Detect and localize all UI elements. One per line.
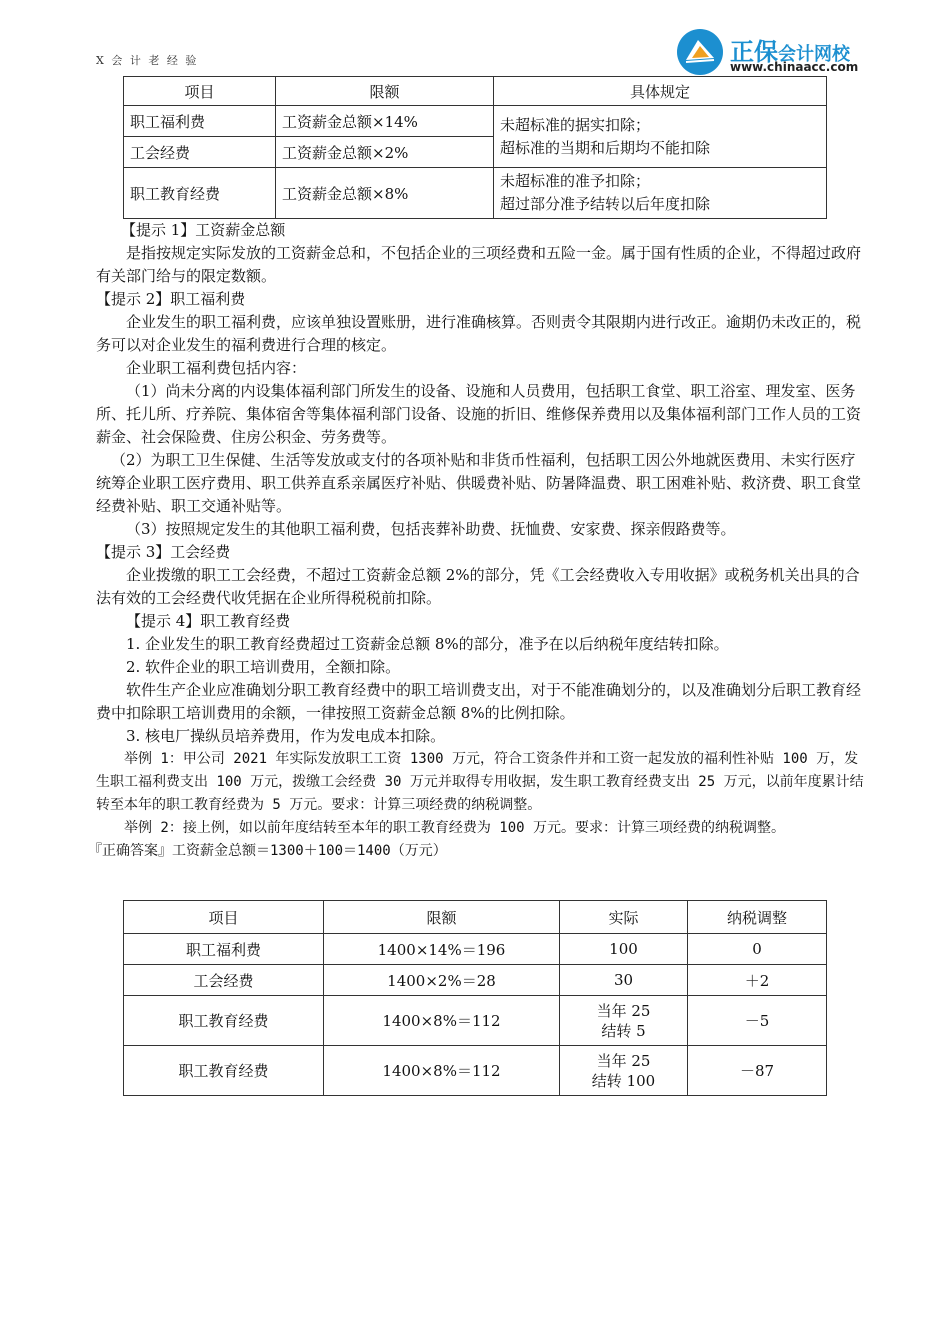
column-header: 项目 — [124, 77, 276, 106]
rule-cell: 未超标准的准予扣除； 超过部分准予结转以后年度扣除 — [494, 168, 827, 219]
column-header: 项目 — [124, 901, 324, 934]
paragraph: 1. 企业发生的职工教育经费超过工资薪金总额 8%的部分，准予在以后纳税年度结转扣除。 — [126, 635, 729, 653]
header-fragment: X 会 计 老 经 验 — [96, 54, 199, 67]
paragraph: 3. 核电厂操纵员培养费用，作为发电成本扣除。 — [126, 727, 446, 745]
paragraph: 2. 软件企业的职工培训费用，全额扣除。 — [126, 658, 401, 676]
answer-line: 『正确答案』工资薪金总额＝1300＋100＝1400（万元） — [88, 843, 447, 859]
answer-table — [123, 900, 827, 1096]
column-header: 具体规定 — [494, 77, 827, 106]
example: 举例 2：接上例，如以前年度结转至本年的职工教育经费为 100 万元。要求：计算三项经费的纳税调整。 — [124, 820, 785, 836]
table-row — [124, 1046, 827, 1096]
paragraph: 软件生产企业应准确划分职工教育经费中的职工培训费支出，对于不能准确划分的，以及准确划分后职工教育经费中扣除职工培训费用的余额，一律按照工资薪金总额 8%的比例扣除。 — [96, 681, 862, 722]
actual-cell: 当年 25 结转 100 — [560, 1046, 688, 1096]
limit-cell: 1400×8%＝112 — [324, 996, 560, 1046]
notes-section — [88, 219, 866, 863]
table-row — [124, 934, 827, 965]
table-header-row — [124, 77, 827, 106]
limit-cell: 1400×2%＝28 — [324, 965, 560, 996]
paragraph: 是指按规定实际发放的工资薪金总和，不包括企业的三项经费和五险一金。属于国有性质的企业，不得超过政府有关部门给与的限定数额。 — [96, 244, 862, 285]
logo-brand: 正保会计网校 — [730, 38, 850, 66]
item-cell: 职工福利费 — [124, 106, 276, 137]
item-cell: 职工教育经费 — [124, 996, 324, 1046]
paragraph: （1）尚未分离的内设集体福利部门所发生的设备、设施和人员费用，包括职工食堂、职工浴室、理发室、医务所、托儿所、疗养院、集体宿舍等集体福利部门设备、设施的折旧、维修保养费用以及集体福利部门工作人员的工资薪金、社会保险费、住房公积金、劳务费等。 — [96, 382, 862, 446]
column-header: 限额 — [276, 77, 494, 106]
item-cell: 职工教育经费 — [124, 168, 276, 219]
rule-cell: 未超标准的据实扣除； 超标准的当期和后期均不能扣除 — [494, 106, 827, 168]
deduction-limit-table — [123, 76, 827, 219]
paragraph: 企业职工福利费包括内容： — [126, 359, 307, 377]
logo[interactable] — [676, 28, 876, 76]
logo-url: www.chinaacc.com — [730, 60, 859, 74]
adjust-cell: －87 — [688, 1046, 827, 1096]
table-row — [124, 106, 827, 137]
example: 举例 1：甲公司 2021 年实际发放职工工资 1300 万元，符合工资条件并和工资一起发放的福利性补贴 100 万，发生职工福利费支出 100 万元，拨缴工会经费 30 万元并取得专用收据，发生职工教育经费支出 25 万元，以前年度累计结转至本年的职工教育经费为 5 万元。要求：计算三项经费的纳税调整。 — [96, 751, 864, 813]
paragraph: （2）为职工卫生保健、生活等发放或支付的各项补贴和非货币性福利，包括职工因公外地就医费用、未实行医疗统筹企业职工医疗费用、职工供养直系亲属医疗补贴、供暖费补贴、防暑降温费、职工困难补贴、救济费、职工食堂经费补贴、职工交通补贴等。 — [96, 451, 862, 515]
paragraph: 企业发生的职工福利费，应该单独设置账册，进行准确核算。否则责令其限期内进行改正。逾期仍未改正的，税务可以对企业发生的福利费进行合理的核定。 — [96, 313, 862, 354]
actual-cell: 当年 25 结转 5 — [560, 996, 688, 1046]
limit-cell: 工资薪金总额×8% — [276, 168, 494, 219]
table-header-row — [124, 901, 827, 934]
table-row — [124, 996, 827, 1046]
adjust-cell: 0 — [688, 934, 827, 965]
item-cell: 职工福利费 — [124, 934, 324, 965]
logo-mark-icon — [676, 28, 724, 76]
adjust-cell: －5 — [688, 996, 827, 1046]
actual-cell: 100 — [560, 934, 688, 965]
paragraph: 企业拨缴的职工工会经费，不超过工资薪金总额 2%的部分，凭《工会经费收入专用收据》或税务机关出具的合法有效的工会经费代收凭据在企业所得税税前扣除。 — [96, 566, 860, 607]
tip-title: 【提示 1】工资薪金总额 — [121, 221, 286, 239]
paragraph: （3）按照规定发生的其他职工福利费，包括丧葬补助费、抚恤费、安家费、探亲假路费等。 — [126, 520, 736, 538]
adjust-cell: ＋2 — [688, 965, 827, 996]
table-row — [124, 965, 827, 996]
column-header: 纳税调整 — [688, 901, 827, 934]
limit-cell: 1400×8%＝112 — [324, 1046, 560, 1096]
limit-cell: 工资薪金总额×14% — [276, 106, 494, 137]
item-cell: 职工教育经费 — [124, 1046, 324, 1096]
column-header: 实际 — [560, 901, 688, 934]
item-cell: 工会经费 — [124, 965, 324, 996]
tip-title: 【提示 3】工会经费 — [96, 543, 231, 561]
tip-title: 【提示 4】职工教育经费 — [126, 612, 291, 630]
limit-cell: 1400×14%＝196 — [324, 934, 560, 965]
tip-title: 【提示 2】职工福利费 — [96, 290, 246, 308]
table-row — [124, 168, 827, 219]
limit-cell: 工资薪金总额×2% — [276, 137, 494, 168]
item-cell: 工会经费 — [124, 137, 276, 168]
column-header: 限额 — [324, 901, 560, 934]
actual-cell: 30 — [560, 965, 688, 996]
